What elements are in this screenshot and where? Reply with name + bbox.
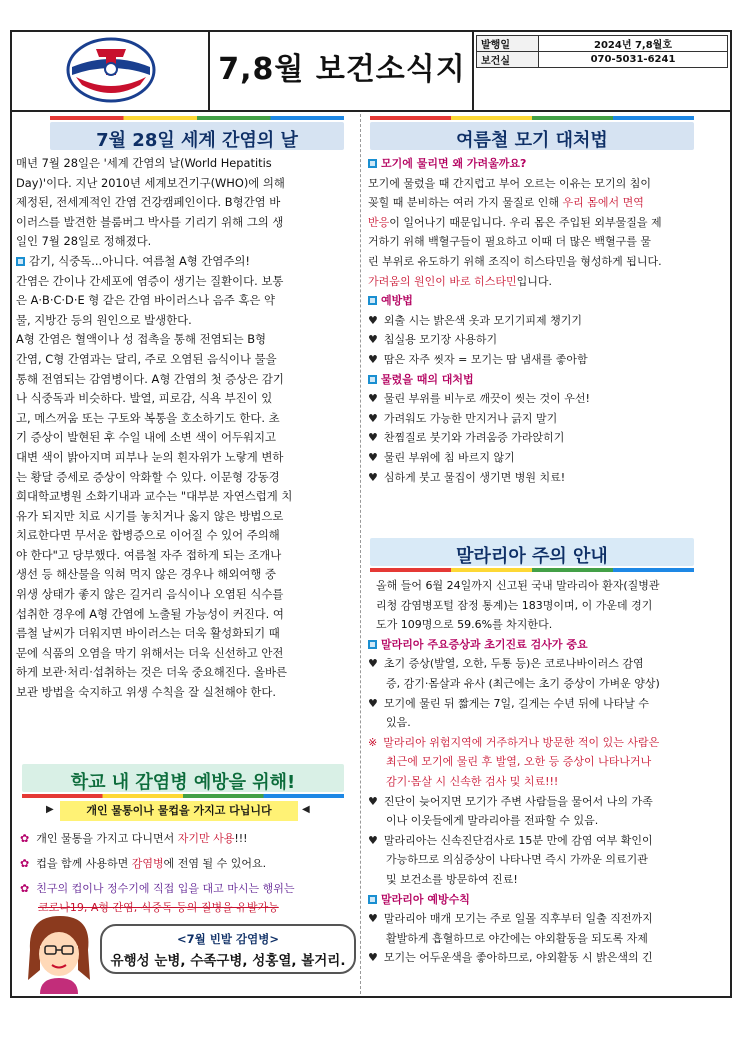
text-line — [368, 272, 698, 292]
heart-bullet-icon: ♥ — [368, 470, 378, 484]
item-text: 땀은 자주 씻자 = 모기는 땀 냄새를 좋아함 — [383, 352, 588, 366]
sub-heading-text: 말라리아 예방수칙 — [381, 892, 470, 906]
list-item — [368, 311, 698, 331]
heart-bullet-icon: ♥ — [368, 951, 378, 965]
square-bullet-icon — [368, 375, 377, 384]
item-text: 심하게 붓고 물집이 생기면 병원 치료! — [383, 470, 566, 484]
item-text: !!! — [234, 832, 248, 845]
item-text: 말라리아는 신속진단검사로 15분 만에 감염 여부 확인이 — [383, 833, 653, 847]
text-line: 희대학교병원 소화기내과 교수는 "대부분 자연스럽게 치 — [16, 489, 293, 504]
issue-value: 2024년 7,8월호 — [539, 36, 728, 52]
section-title: 학교 내 감염병 예방을 위해! — [70, 772, 296, 793]
list-item — [368, 468, 698, 488]
logo-cell — [10, 30, 210, 110]
text-line: 름철 날씨가 더워지면 바이러스는 더욱 활성화되기 때 — [16, 626, 280, 641]
item-text: 찬찜질로 붓기와 가려움증 가라앉히기 — [383, 431, 565, 445]
malaria-section — [368, 576, 698, 968]
banner-school-infection — [22, 764, 344, 792]
text-span: 꽂힐 때 분비하는 여러 가지 물질로 인해 — [368, 196, 563, 210]
heart-bullet-icon: ♥ — [368, 696, 378, 710]
speech-bubble — [100, 924, 356, 974]
warning-item — [368, 733, 698, 753]
text-line: 도가 109명으로 59.6%를 차지한다. — [376, 618, 553, 632]
item-text: 침실용 모기장 사용하기 — [383, 333, 498, 347]
hepatitis-intro — [16, 154, 352, 703]
text-emphasis: 가려움의 원인이 바로 히스타민 — [368, 274, 517, 288]
text-line: 야 한다"고 당부했다. 여름철 자주 접하게 되는 조개나 — [16, 547, 282, 562]
text-line: 생선 등 해산물을 익혀 먹지 않은 경우나 해외여행 중 — [16, 567, 277, 582]
list-item — [20, 826, 356, 851]
list-item — [368, 350, 698, 370]
heart-bullet-icon: ♥ — [368, 392, 378, 406]
sub-heading-text: 예방법 — [381, 294, 413, 308]
heart-bullet-icon: ♥ — [368, 431, 378, 445]
section-title: 말라리아 주의 안내 — [456, 546, 608, 567]
highlight-box: 개인 물통이나 물컵을 가지고 다닙니다 — [60, 801, 298, 821]
square-bullet-icon — [368, 640, 377, 649]
list-item — [368, 792, 698, 812]
text-line: 올해 들어 6월 24일까지 신고된 국내 말라리아 환자(질병관 — [376, 579, 660, 592]
text-line: 매년 7월 28일은 '세계 간염의 날(World Hepatitis — [16, 156, 272, 170]
text-line: 유가 되지만 치료 시기를 놓치거나 옳지 않은 방법으로 — [16, 508, 284, 523]
item-text: 외출 시는 밝은색 옷과 모기기피제 챙기기 — [383, 313, 582, 327]
sub-heading-text: 모기에 물리면 왜 가려울까요? — [381, 157, 527, 170]
item-text: 진단이 늦어지면 모기가 주변 사람들을 물어서 나의 가족 — [383, 794, 653, 808]
sub-heading-text: 물렸을 때의 대처법 — [381, 372, 474, 386]
text-line: 하게 보관·처리·섭취하는 것은 더욱 중요해진다. 올바른 — [16, 665, 288, 680]
list-item — [368, 428, 698, 448]
text-line: 및 보건소를 방문하여 진료! — [386, 872, 518, 886]
item-text: 친구의 컵이나 정수기에 직접 입을 대고 마시는 행위는 — [36, 882, 295, 895]
item-emphasis: 감염병 — [131, 857, 164, 870]
text-line: 치료한다면 무서운 합병증으로 이어질 수 있어 주의해 — [16, 528, 280, 543]
heart-bullet-icon: ♥ — [368, 833, 378, 847]
header — [10, 30, 732, 112]
banner-hepatitis-day — [50, 122, 344, 150]
list-item — [20, 851, 356, 876]
sub-heading — [368, 291, 698, 311]
sub-heading — [368, 890, 698, 910]
text-line — [368, 193, 698, 213]
item-text: 에 전염 될 수 있어요. — [163, 857, 267, 870]
issue-label: 발행일 — [477, 36, 539, 52]
text-line: 나 식중독과 비슷하다. 발열, 피로감, 식욕 부진이 있 — [16, 391, 273, 406]
bubble-body: 유행성 눈병, 수족구병, 성홍열, 볼거리. — [110, 953, 346, 969]
sub-heading — [368, 635, 698, 655]
item-text: 컵을 함께 사용하면 — [36, 857, 132, 870]
office-value: 070-5031-6241 — [539, 52, 728, 68]
text-line: 고, 메스꺼움 또는 구토와 복통을 호소하기도 한다. 초 — [16, 410, 280, 425]
item-text: 모기는 어두운색을 좋아하므로, 야외활동 시 밝은색의 긴 — [383, 951, 653, 965]
text-line: 위생 상태가 좋지 않은 길거리 음식이나 오염된 식수를 — [16, 587, 284, 602]
list-item — [368, 654, 698, 674]
nurse-cartoon-icon — [20, 910, 98, 994]
list-item — [368, 948, 698, 968]
heart-bullet-icon: ♥ — [368, 450, 378, 464]
heart-bullet-icon: ♥ — [368, 313, 378, 327]
square-bullet-icon — [368, 296, 377, 305]
triangle-left-icon: ◀ — [302, 804, 310, 815]
text-emphasis: 반응 — [368, 215, 390, 229]
text-line: 통해 전염되는 감염병이다. A형 간염의 첫 증상은 감기 — [16, 371, 284, 386]
list-item — [368, 831, 698, 851]
item-text: 가려워도 가능한 만지거나 긁지 말기 — [383, 411, 558, 425]
item-emphasis: 자기만 사용 — [177, 832, 235, 845]
banner-mosquito — [370, 122, 694, 150]
text-line: 모기에 물렸을 때 간지럽고 부어 오르는 이유는 모기의 침이 — [368, 176, 651, 190]
item-text: 초기 증상(발열, 오한, 두통 등)은 코로나바이러스 감염 — [383, 657, 644, 671]
text-line: 섭취한 경우에 A형 간염에 노출될 가능성이 커진다. 여 — [16, 606, 284, 621]
flower-bullet-icon: ✿ — [20, 882, 30, 895]
school-tips — [20, 826, 356, 920]
page-title: 7,8월 보건소식지 — [218, 52, 466, 87]
heart-bullet-icon: ♥ — [368, 411, 378, 425]
list-item — [368, 409, 698, 429]
text-line: 린 부위로 유도하기 위해 조직이 히스타민을 형성하게 됩니다. — [368, 254, 662, 268]
text-span: 입니다. — [516, 274, 553, 288]
text-line: 보관 방법을 숙지하고 위생 수칙을 잘 실천해야 한다. — [16, 685, 277, 700]
text-line: 거하기 위해 백혈구들이 필요하고 이때 더 많은 백혈구를 물 — [368, 235, 651, 249]
text-line: 는 황달 증세로 증상이 악화할 수 있다. 이문형 강동경 — [16, 469, 280, 484]
text-line: 대변 색이 밝아지며 피부나 눈의 흰자위가 노랗게 변하 — [16, 449, 284, 464]
heart-bullet-icon: ♥ — [368, 333, 378, 347]
text-line: 감기·몸살 시 신속한 검사 및 치료!!! — [386, 774, 559, 788]
text-line: 기 증상이 발현된 후 수일 내에 소변 색이 어두워지고 — [16, 430, 277, 445]
item-text: 모기에 물린 뒤 짧게는 7일, 길게는 수년 뒤에 나타날 수 — [383, 696, 649, 710]
heart-bullet-icon: ♥ — [368, 794, 378, 808]
list-item — [368, 389, 698, 409]
square-bullet-icon — [368, 895, 377, 904]
sub-heading-text: 말라리아 주요증상과 초기진료 검사가 중요 — [381, 637, 588, 651]
flower-bullet-icon: ✿ — [20, 857, 30, 870]
text-line: 증, 감기·몸살과 유사 (최근에는 초기 증상이 가벼운 양상) — [386, 676, 660, 690]
heart-bullet-icon: ♥ — [368, 912, 378, 926]
text-line: 간염, C형 간염과는 달리, 주로 오염된 음식이나 물을 — [16, 351, 277, 366]
bubble-title: <7월 빈발 감염병> — [177, 932, 279, 946]
text-line: 이러스를 발견한 블룸버그 박사를 기리기 위해 그의 생 — [16, 214, 284, 229]
column-divider — [360, 114, 361, 994]
item-text: 물린 부위에 침 바르지 않기 — [383, 450, 515, 464]
item-text: 말라리아 매개 모기는 주로 일몰 직후부터 일출 직전까지 — [383, 912, 653, 926]
banner-malaria — [370, 538, 694, 566]
issue-info-table — [476, 35, 728, 68]
text-line: 있음. — [386, 716, 411, 730]
item-text: 개인 물통을 가지고 다니면서 — [36, 832, 178, 845]
item-text: 말라리아 위험지역에 거주하거나 방문한 적이 있는 사람은 — [383, 735, 660, 749]
text-emphasis: 우리 몸에서 면역 — [562, 196, 644, 210]
list-item-cont: 코로나19, A형 간염, 식중독 등의 질병을 유발가능 — [38, 901, 279, 914]
text-line: 물, 지방간 등의 원인으로 발생한다. — [16, 312, 192, 327]
text-line: 문에 식품의 오염을 막기 위해서는 더욱 신선하고 안전 — [16, 645, 284, 660]
square-bullet-icon — [16, 257, 25, 266]
text-line — [368, 213, 698, 233]
flower-bullet-icon: ✿ — [20, 832, 30, 845]
square-bullet-icon — [368, 159, 377, 168]
sub-heading — [16, 252, 352, 272]
text-line: 일인 7월 28일로 정해졌다. — [16, 234, 152, 249]
text-line: A형 간염은 혈액이나 성 접촉을 통해 전염되는 B형 — [16, 332, 267, 347]
asterisk-icon: ※ — [368, 735, 378, 749]
heart-bullet-icon: ♥ — [368, 657, 378, 671]
school-emblem-icon — [66, 37, 156, 103]
text-line: 이나 이웃들에게 말라리아를 전파할 수 있음. — [386, 814, 599, 828]
section-title: 여름철 모기 대처법 — [456, 130, 608, 151]
sub-heading — [368, 154, 698, 174]
sub-heading — [368, 370, 698, 390]
heart-bullet-icon: ♥ — [368, 352, 378, 366]
section-title: 7월 28일 세계 간염의 날 — [96, 130, 298, 151]
text-line: 리청 감염병포털 잠정 통계)는 183명이며, 이 가운데 경기 — [376, 598, 653, 612]
list-item — [368, 448, 698, 468]
mosquito-section — [368, 154, 698, 487]
list-item — [368, 694, 698, 714]
text-line: 활발하게 흡혈하므로 야간에는 야외활동을 되도록 자제 — [386, 931, 648, 945]
office-label: 보건실 — [477, 52, 539, 68]
text-line: 제정된, 전세계적인 간염 건강캠페인이다. B형간염 바 — [16, 195, 281, 210]
text-line: 가능하므로 의심증상이 나타나면 즉시 가까운 의료기관 — [386, 853, 648, 867]
sub-heading-text: 감기, 식중독...아니다. 여름철 A형 간염주의! — [29, 253, 250, 268]
list-item — [368, 909, 698, 929]
text-line: 최근에 모기에 물린 후 발열, 오한 등 증상이 나타나거나 — [386, 755, 652, 769]
title-cell — [210, 30, 474, 110]
triangle-right-icon: ▶ — [46, 804, 54, 815]
text-line: 간염은 간이나 간세포에 염증이 생기는 질환이다. 보통 — [16, 273, 284, 288]
text-line: Day)'이다. 지난 2010년 세계보건기구(WHO)에 의해 — [16, 175, 285, 190]
item-text: 물린 부위를 비누로 깨끗이 씻는 것이 우선! — [383, 392, 590, 406]
list-item — [368, 330, 698, 350]
text-span: 이 일어나기 때문입니다. 우리 몸은 주입된 외부물질을 제 — [389, 215, 662, 229]
text-line: 은 A·B·C·D·E 형 같은 간염 바이러스나 음주 혹은 약 — [16, 293, 276, 308]
